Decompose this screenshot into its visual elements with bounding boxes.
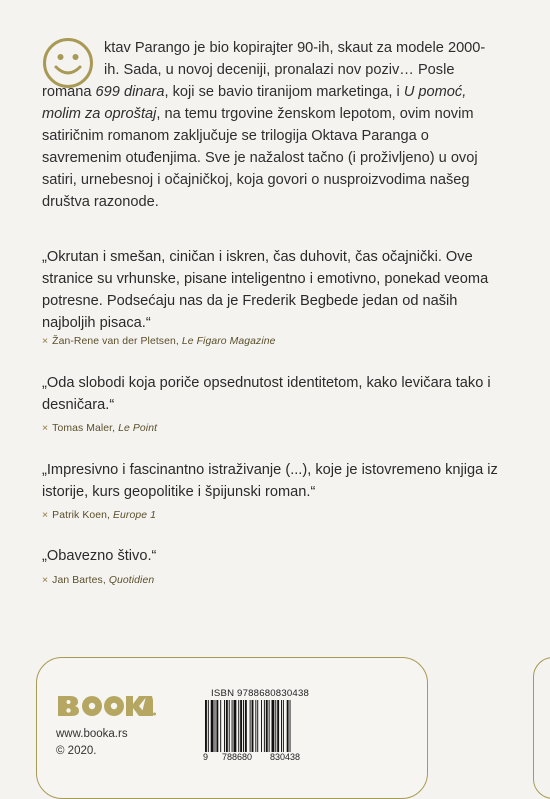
- barcode-bar: [232, 700, 233, 752]
- barcode-bar: [234, 700, 237, 752]
- side-panel-edge: [533, 657, 550, 799]
- barcode-bar: [281, 700, 282, 752]
- barcode-bar: [216, 700, 218, 752]
- barcode-bar: [264, 700, 265, 752]
- intro-text-part: , koji se bavio tiranijom marketinga, i: [164, 84, 404, 100]
- barcode-bar: [238, 700, 239, 752]
- barcode-bar: [275, 700, 276, 752]
- review-author: Jan Bartes: [52, 575, 103, 586]
- barcode-digit-left: 9: [203, 752, 209, 762]
- review-author: Patrik Koen: [52, 510, 107, 521]
- review-author: Žan-Rene van der Pletsen: [52, 336, 176, 347]
- review-source: Quotidien: [108, 575, 155, 586]
- review-quote: „Impresivno i fascinantno istraživanje (...), koje je istovremeno knjiga iz istorije, kurs geopolitike i špijunski roman.“: [42, 462, 498, 500]
- barcode-bar: [211, 700, 214, 752]
- barcode-bar: [261, 700, 262, 752]
- isbn-label: ISBN 9788680830438: [211, 688, 310, 699]
- attribution-marker: ×: [42, 575, 49, 586]
- barcode-bar: [277, 700, 279, 752]
- review-source: Le Point: [118, 423, 158, 434]
- barcode-bar: [240, 700, 242, 752]
- book-title-699-dinara: 699 dinara: [95, 84, 165, 100]
- review-quote: „Okrutan i smešan, ciničan i iskren, čas duhovit, čas očajnički. Ove stranice su vrhunske, pisane inteligentno i emotivno, ponekad veoma potresne. Podsećaju nas da je Frederik Begbede jedan od naših najboljih pisaca.“: [42, 249, 489, 331]
- review-attribution: × Žan-Rene van der Pletsen, Le Figaro Magazine: [42, 336, 276, 347]
- booka-logo: [56, 694, 156, 718]
- review-source: Le Figaro Magazine: [181, 336, 276, 347]
- attribution-marker: ×: [42, 510, 49, 521]
- barcode-bar: [269, 700, 270, 752]
- barcode-digits-right-group: 830438: [270, 752, 301, 762]
- review-attribution: × Patrik Koen, Europe 1: [42, 510, 156, 521]
- barcode-bar: [287, 700, 289, 752]
- intro-paragraph: [42, 37, 497, 213]
- barcode-bar: [257, 700, 258, 752]
- barcode-bar: [226, 700, 228, 752]
- review-source: Europe 1: [112, 510, 156, 521]
- barcode-bar: [243, 700, 244, 752]
- review-author: Tomas Maler: [52, 423, 113, 434]
- attribution-marker: ×: [42, 423, 49, 434]
- review-quote: „Oda slobodi koja poriče opsednutost identitetom, kako levičara tako i desničara.“: [42, 375, 491, 413]
- review-attribution: × Jan Bartes, Quotidien: [42, 575, 155, 586]
- intro-text-part: ktav Parango je bio kopirajter 90-ih, skaut za modele 2000-ih. Sada, u novoj deceniji, pronalazi nov poziv… Posle romana: [42, 40, 486, 100]
- intro-text-part: , na temu trgovine ženskom lepotom, ovim novim satiričnim romanom zaključuje se trilogija Oktava Paranga o savremenim otuđenjima. Sve je nažalost tačno (i proživljeno) u ovoj satiri, urnebesnoj i očajničkoj, koja govori o nusproizvodima našeg društva razonode.: [42, 106, 478, 210]
- barcode-bar: [245, 700, 247, 752]
- barcode-bar: [224, 700, 225, 752]
- barcode-bar: [283, 700, 284, 752]
- publisher-website: www.booka.rs: [56, 728, 128, 740]
- copyright-text: © 2020.: [56, 745, 97, 757]
- barcode-bar: [252, 700, 254, 752]
- barcode-bar: [205, 700, 207, 752]
- barcode-bar: [266, 700, 268, 752]
- book-title-u-pomoc: U pomoć, molim za oproštaj: [42, 84, 467, 122]
- barcode-bar: [229, 700, 230, 752]
- barcode-bar: [208, 700, 209, 752]
- isbn-barcode: [203, 700, 319, 752]
- review-quote: „Obavezno štivo.“: [42, 548, 157, 564]
- barcode-bar: [290, 700, 291, 752]
- review-attribution: × Tomas Maler, Le Point: [42, 423, 158, 434]
- attribution-marker: ×: [42, 336, 49, 347]
- barcode-bar: [272, 700, 275, 752]
- barcode-bar: [255, 700, 256, 752]
- barcode-bar: [250, 700, 251, 752]
- barcode-bar: [220, 700, 221, 752]
- barcode-bar: [215, 700, 216, 752]
- barcode-digits-left-group: 788680: [222, 752, 253, 762]
